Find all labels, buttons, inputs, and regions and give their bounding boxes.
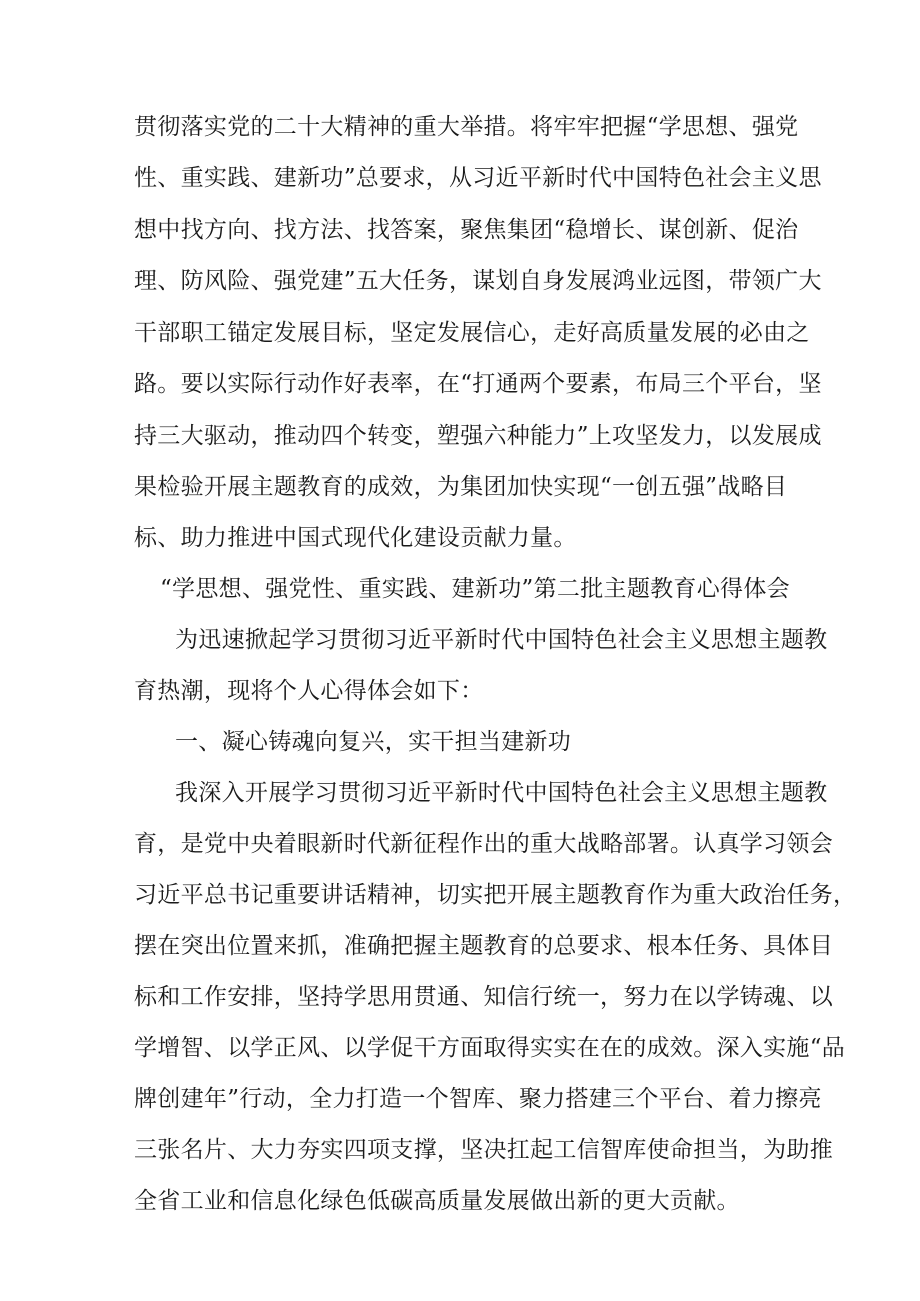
intro-line: 为迅速掀起学习贯彻习近平新时代中国特色社会主义思想主题教 (175, 627, 828, 653)
paragraph-line: 标和工作安排，坚持学思用贯通、知信行统一，努力在以学铸魂、以 (134, 984, 833, 1010)
paragraph-line: 理、防风险、强党建”五大任务，谋划自身发展鸿业远图，带领广大 (134, 268, 822, 294)
article-title: “学思想、强党性、重实践、建新功”第二批主题教育心得体会 (160, 576, 790, 602)
section-heading: 一、凝心铸魂向复兴，实干担当建新功 (175, 729, 572, 755)
paragraph-line: 持三大驱动，推动四个转变，塑强六种能力”上攻坚发力，以发展成 (134, 423, 822, 449)
paragraph-line: 摆在突出位置来抓，准确把握主题教育的总要求、根本任务、具体目 (134, 933, 833, 959)
paragraph-line: 育，是党中央着眼新时代新征程作出的重大战略部署。认真学习领会 (134, 831, 833, 857)
paragraph-line: 三张名片、大力夯实四项支撑，坚决扛起工信智库使命担当，为助推 (134, 1137, 833, 1163)
intro-line: 育热潮，现将个人心得体会如下： (134, 678, 484, 704)
paragraph-line: 果检验开展主题教育的成效，为集团加快实现“一创五强”战略目 (134, 474, 788, 500)
paragraph-line: 标、助力推进中国式现代化建设贡献力量。 (134, 525, 577, 551)
paragraph-line: 习近平总书记重要讲话精神，切实把开展主题教育作为重大政治任务， (134, 882, 857, 908)
paragraph-line: 干部职工锚定发展目标，坚定发展信心，走好高质量发展的必由之 (134, 320, 810, 346)
paragraph-line: 贯彻落实党的二十大精神的重大举措。将牢牢把握“学思想、强党 (134, 114, 799, 140)
paragraph-line: 想中找方向、找方法、找答案，聚焦集团“稳增长、谋创新、促治 (134, 217, 799, 243)
paragraph-line: 性、重实践、建新功”总要求，从习近平新时代中国特色社会主义思 (134, 165, 822, 191)
paragraph-line: 全省工业和信息化绿色低碳高质量发展做出新的更大贡献。 (134, 1188, 740, 1214)
paragraph-line: 我深入开展学习贯彻习近平新时代中国特色社会主义思想主题教 (175, 780, 828, 806)
paragraph-line: 牌创建年”行动，全力打造一个智库、聚力搭建三个平台、着力擦亮 (134, 1086, 822, 1112)
paragraph-line: 学增智、以学正风、以学促干方面取得实实在在的成效。深入实施“品 (134, 1035, 846, 1061)
paragraph-line: 路。要以实际行动作好表率，在“打通两个要素，布局三个平台，坚 (134, 371, 822, 397)
